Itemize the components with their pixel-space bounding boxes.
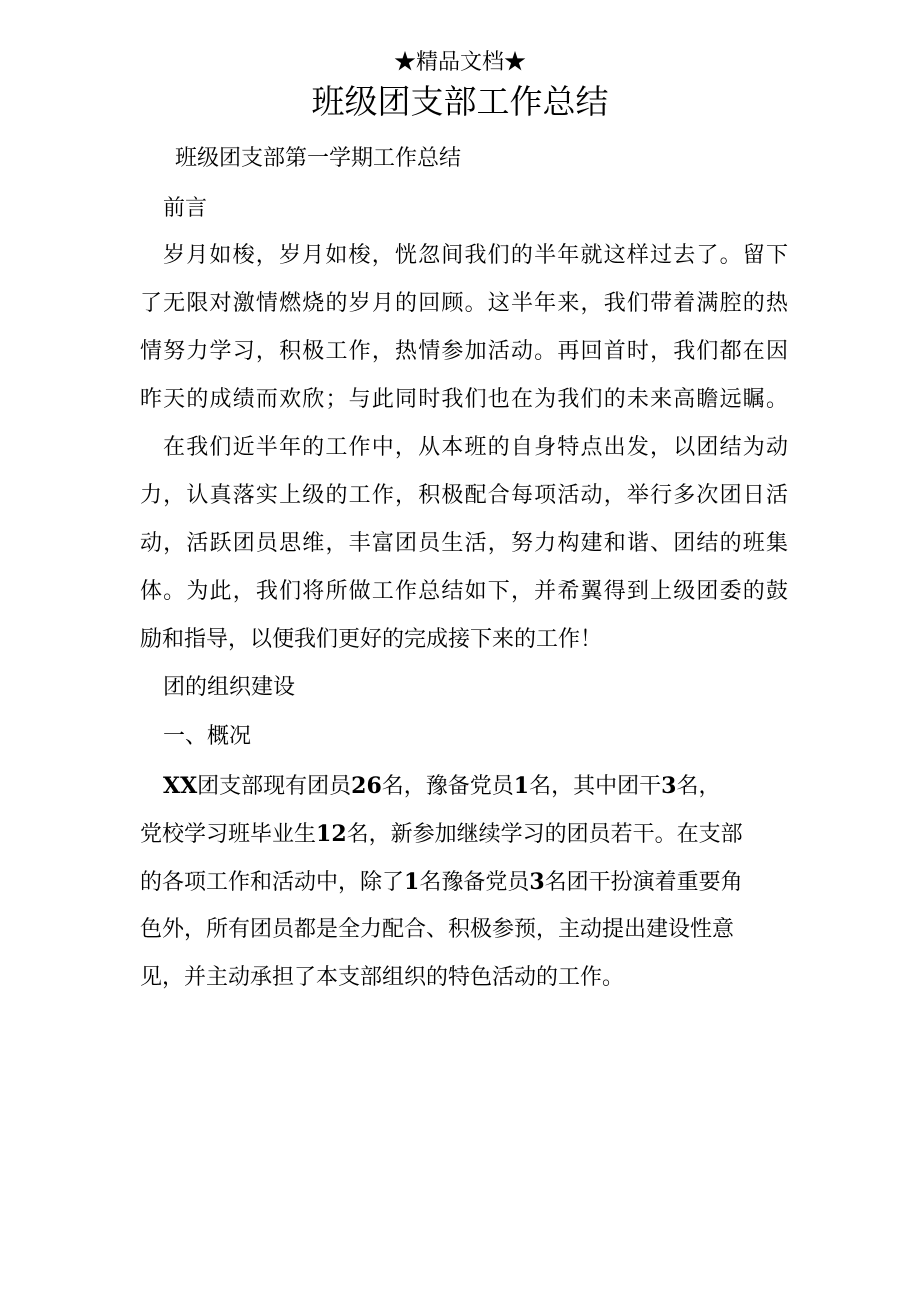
section-heading-preface: 前言 [163, 196, 208, 221]
member-count: 26 [351, 773, 382, 799]
probationary-count: 1 [513, 773, 530, 799]
header-mark: ★精品文档★ [393, 50, 526, 75]
paragraph-line: 动，活跃团员思维，丰富团员生活，努力构建和谐、团结的班集 [140, 531, 788, 556]
paragraph-line: 色外，所有团员都是全力配合、积极参预，主动提出建设性意 [140, 917, 735, 942]
cadre-count: 3 [661, 773, 677, 799]
paragraph-line: 的各项工作和活动中，除了1名豫备党员3名团干扮演着重要角 [140, 869, 743, 895]
branch-name: XX [163, 773, 198, 799]
paragraph-line: 励和指导，以便我们更好的完成接下来的工作！ [140, 627, 603, 652]
paragraph-line: XX团支部现有团员26名，豫备党员1名，其中团干3名， [163, 773, 721, 799]
paragraph-line: 体。为此，我们将所做工作总结如下，并希翼得到上级团委的鼓 [140, 579, 788, 604]
paragraph-line: 岁月如梭，岁月如梭，恍忽间我们的半年就这样过去了。留下 [163, 243, 788, 268]
section-heading-organization: 团的组织建设 [163, 675, 296, 700]
paragraph-line: 昨天的成绩而欢欣；与此同时我们也在为我们的未来高瞻远瞩。 [140, 387, 788, 412]
document-subtitle: 班级团支部第一学期工作总结 [175, 146, 462, 171]
section-heading-overview: 一、概况 [163, 724, 252, 749]
paragraph-line: 在我们近半年的工作中，从本班的自身特点出发，以团结为动 [163, 435, 788, 460]
paragraph-line: 力，认真落实上级的工作，积极配合每项活动，举行多次团日活 [140, 483, 788, 508]
paragraph-line: 党校学习班毕业生12名，新参加继续学习的团员若干。在支部 [140, 821, 743, 847]
paragraph-line: 了无限对激情燃烧的岁月的回顾。这半年来，我们带着满腔的热 [140, 291, 788, 316]
graduate-count: 12 [316, 821, 347, 847]
paragraph-line: 情努力学习，积极工作，热情参加活动。再回首时，我们都在因 [140, 339, 788, 364]
document-title: 班级团支部工作总结 [311, 82, 609, 121]
paragraph-line: 见，并主动承担了本支部组织的特色活动的工作。 [140, 965, 625, 990]
